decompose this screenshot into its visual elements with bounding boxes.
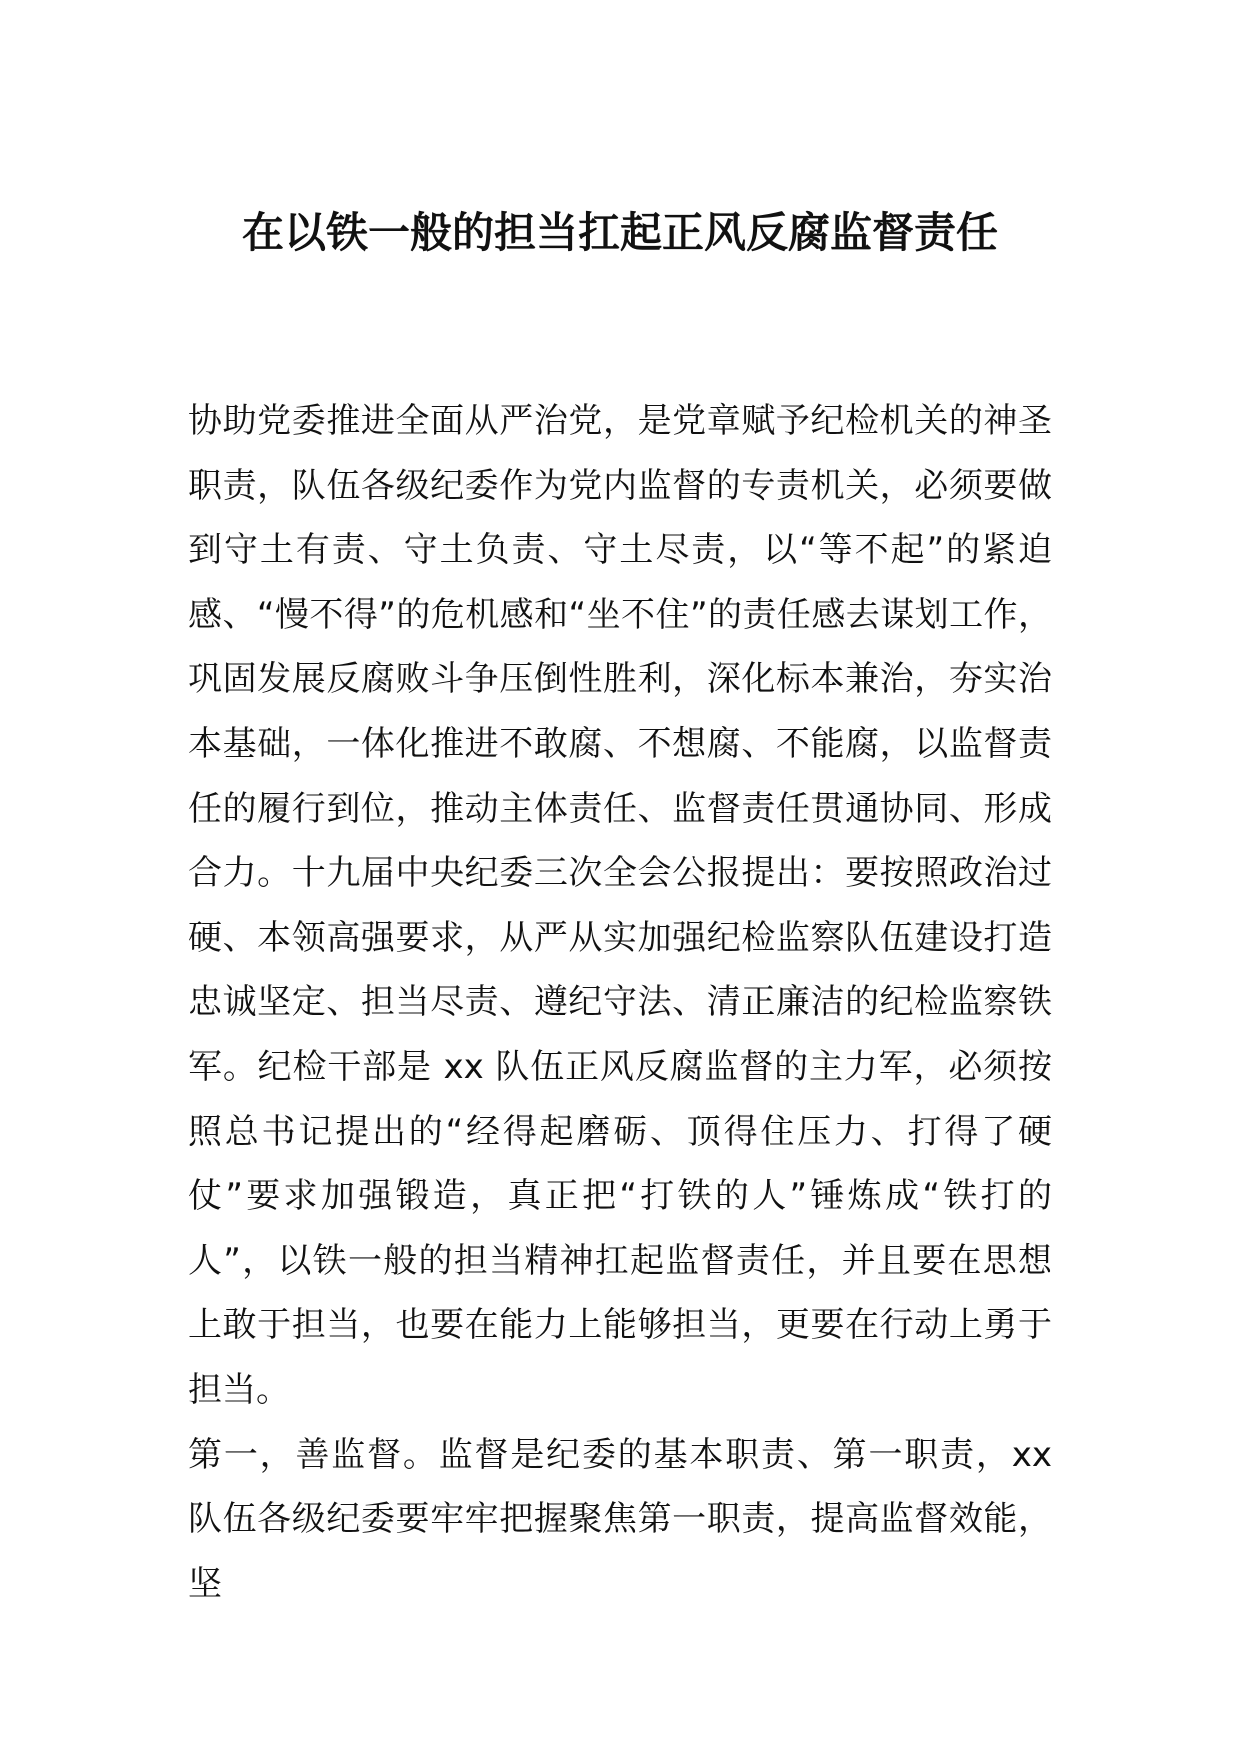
document-title: 在以铁一般的担当扛起正风反腐监督责任 xyxy=(241,208,998,257)
document-body xyxy=(188,389,1052,1616)
body-paragraph: 第一，善监督。监督是纪委的基本职责、第一职责，xx 队伍各级纪委要牢牢把握聚焦第一职责，提高监督效能，坚 xyxy=(188,1434,1052,1604)
body-paragraph: 协助党委推进全面从严治党，是党章赋予纪检机关的神圣职责，队伍各级纪委作为党内监督的专责机关，必须要做到守土有责、守土负责、守土尽责，以“等不起”的紧迫感、“慢不得”的危机感和“坐不住”的责任感去谋划工作，巩固发展反腐败斗争压倒性胜利，深化标本兼治，夯实治本基础，一体化推进不敢腐、不想腐、不能腐，以监督责任的履行到位，推动主体责任、监督责任贯通协同、形成合力。十九届中央纪委三次全会公报提出：要按照政治过硬、本领高强要求，从严从实加强纪检监察队伍建设打造忠诚坚定、担当尽责、遵纪守法、清正廉洁的纪检监察铁军。纪检干部是 xx 队伍正风反腐监督的主力军，必须按照总书记提出的“经得起磨砺、顶得住压力、打得了硬仗”要求加强锻造，真正把“打铁的人”锤炼成“铁打的人”，以铁一般的担当精神扛起监督责任，并且要在思想上敢于担当，也要在能力上能够担当，更要在行动上勇于担当。 xyxy=(188,401,1052,1410)
